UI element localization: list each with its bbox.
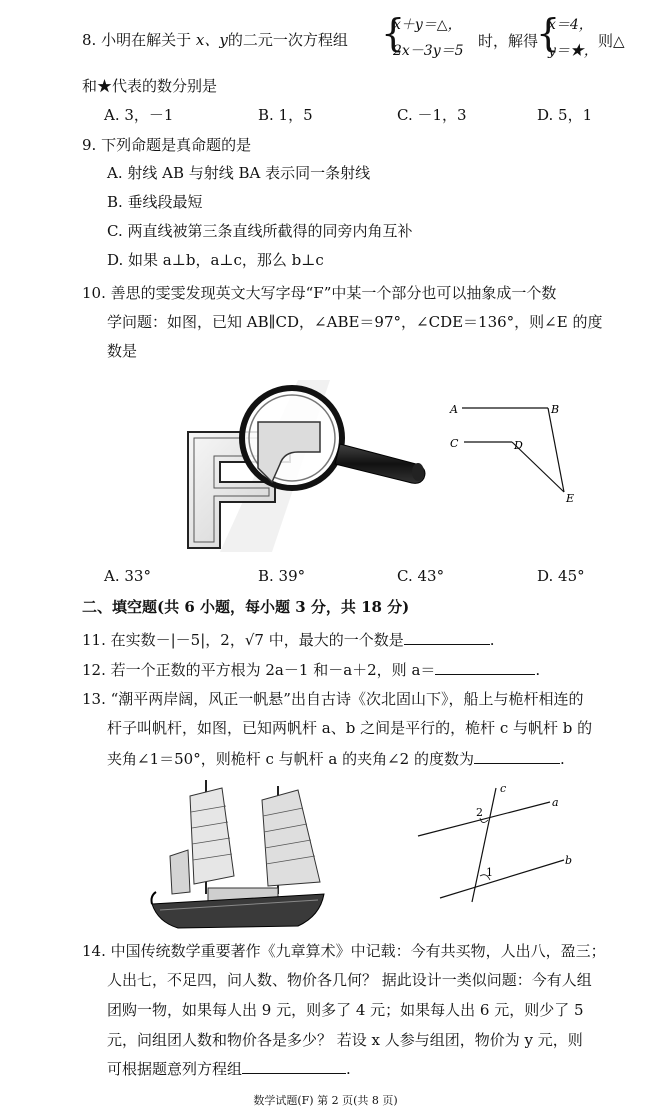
q8-sol1: x＝4， [548,17,593,33]
q13-line1: 13. “潮平两岸阔，风正一帆悬”出自古诗《次北固山下》，船上与桅杆相连的 [82,690,584,708]
q9-option-b: B. 垂线段最短 [107,193,203,211]
q8-option-b: B. 1，5 [258,106,313,124]
page-footer: 数学试题(F) 第 2 页(共 8 页) [253,1094,398,1107]
q10-option-d: D. 45° [537,567,585,585]
label-d: D [514,439,523,452]
q14-line3: 团购一物，如果每人出 9 元，则多了 4 元；如果每人出 6 元，则少了 5 [107,1001,584,1019]
mast-angle-figure [414,780,584,904]
q13-line2: 杆子叫帆杆，如图，已知两帆杆 a、b 之间是平行的，桅杆 c 与帆杆 b 的 [107,719,593,737]
q9-option-a: A. 射线 AB 与射线 BA 表示同一条射线 [107,164,371,182]
q8-option-d: D. 5，1 [537,106,593,124]
q10-line2: 学问题：如图，已知 AB∥CD，∠ABE＝97°，∠CDE＝136°，则∠E 的度 [107,313,603,331]
q8-lead: 8. 小明在解关于 [82,31,192,49]
q13-end: . [560,750,565,768]
section-fill-in-title: 二、填空题(共 6 小题，每小题 3 分，共 18 分) [82,598,410,616]
q8-option-c: C. －1，3 [397,106,467,124]
label-b: b [565,854,573,867]
q8-sol2: y＝★， [548,43,598,59]
q14-line5-text: 可根据题意列方程组 [107,1060,243,1078]
q12-line [82,660,540,680]
q8-system-brace: { [381,11,406,55]
line-b [440,860,564,898]
q13-line3 [107,749,565,769]
q8-line2: 和★代表的数分别是 [82,77,218,95]
q10-option-b: B. 39° [258,567,306,585]
q8-eq2: 2x－3y＝5 [393,43,464,59]
q9-stem: 9. 下列命题是真命题的是 [82,136,252,154]
label-b: B [551,403,560,416]
q14-line2: 人出七，不足四，问人数、物价各几何？ 据此设计一类似问题：今有人组 [107,971,592,989]
q11-text: 11. 在实数－|－5|，2，√7 中，最大的一个数是 [82,631,404,649]
q14-end: . [346,1060,351,1078]
q14-line5 [107,1059,351,1079]
q10-line3: 数是 [107,342,138,360]
label-a: a [552,796,559,809]
q13-answer-blank [474,750,560,764]
label-e: E [566,492,575,505]
q8-line1 [82,30,348,50]
label-angle-1: 1 [486,866,493,879]
q9-option-c: C. 两直线被第三条直线所截得的同旁内角互补 [107,222,413,240]
label-a: A [450,403,458,416]
q8-vars: x、y [195,31,228,49]
q11-end: . [489,631,495,649]
q8-mid: 的二元一次方程组 [227,31,348,49]
q14-line4: 元，问组团人数和物价各是多少？ 若设 x 人参与组团，物价为 y 元，则 [107,1031,583,1049]
q8-then: 则△ [598,32,625,50]
q8-eq1: x＋y＝△， [393,17,462,33]
q11-answer-blank [404,631,490,645]
q13-line3-text: 夹角∠1＝50°，则桅杆 c 与帆杆 a 的夹角∠2 的度数为 [107,750,474,768]
q10-option-a: A. 33° [104,567,151,585]
label-c: C [450,437,459,450]
q11-line [82,630,494,650]
letter-f-magnifier-figure [180,372,440,556]
junk-ship-figure [148,776,330,934]
q12-end: . [535,661,541,679]
label-c: c [500,782,507,795]
q14-answer-blank [242,1060,346,1074]
q14-line1: 14. 中国传统数学重要著作《九章算术》中记载：今有共买物，人出八，盈三； [82,942,606,960]
q12-answer-blank [435,661,535,675]
label-angle-2: 2 [476,806,483,819]
q10-line1: 10. 善思的雯雯发现英文大写字母“F”中某一个部分也可以抽象成一个数 [82,284,557,302]
q8-option-a: A. 3，－1 [104,106,174,124]
line-a [418,802,550,836]
q8-got: 时，解得 [478,32,539,50]
q12-text: 12. 若一个正数的平方根为 2a－1 和－a＋2，则 a＝ [82,661,436,679]
q9-option-d: D. 如果 a⊥b，a⊥c，那么 b⊥c [107,251,324,269]
q8-solution-brace: { [536,11,561,55]
q10-option-c: C. 43° [397,567,445,585]
parallel-lines-angle-figure [440,394,590,510]
